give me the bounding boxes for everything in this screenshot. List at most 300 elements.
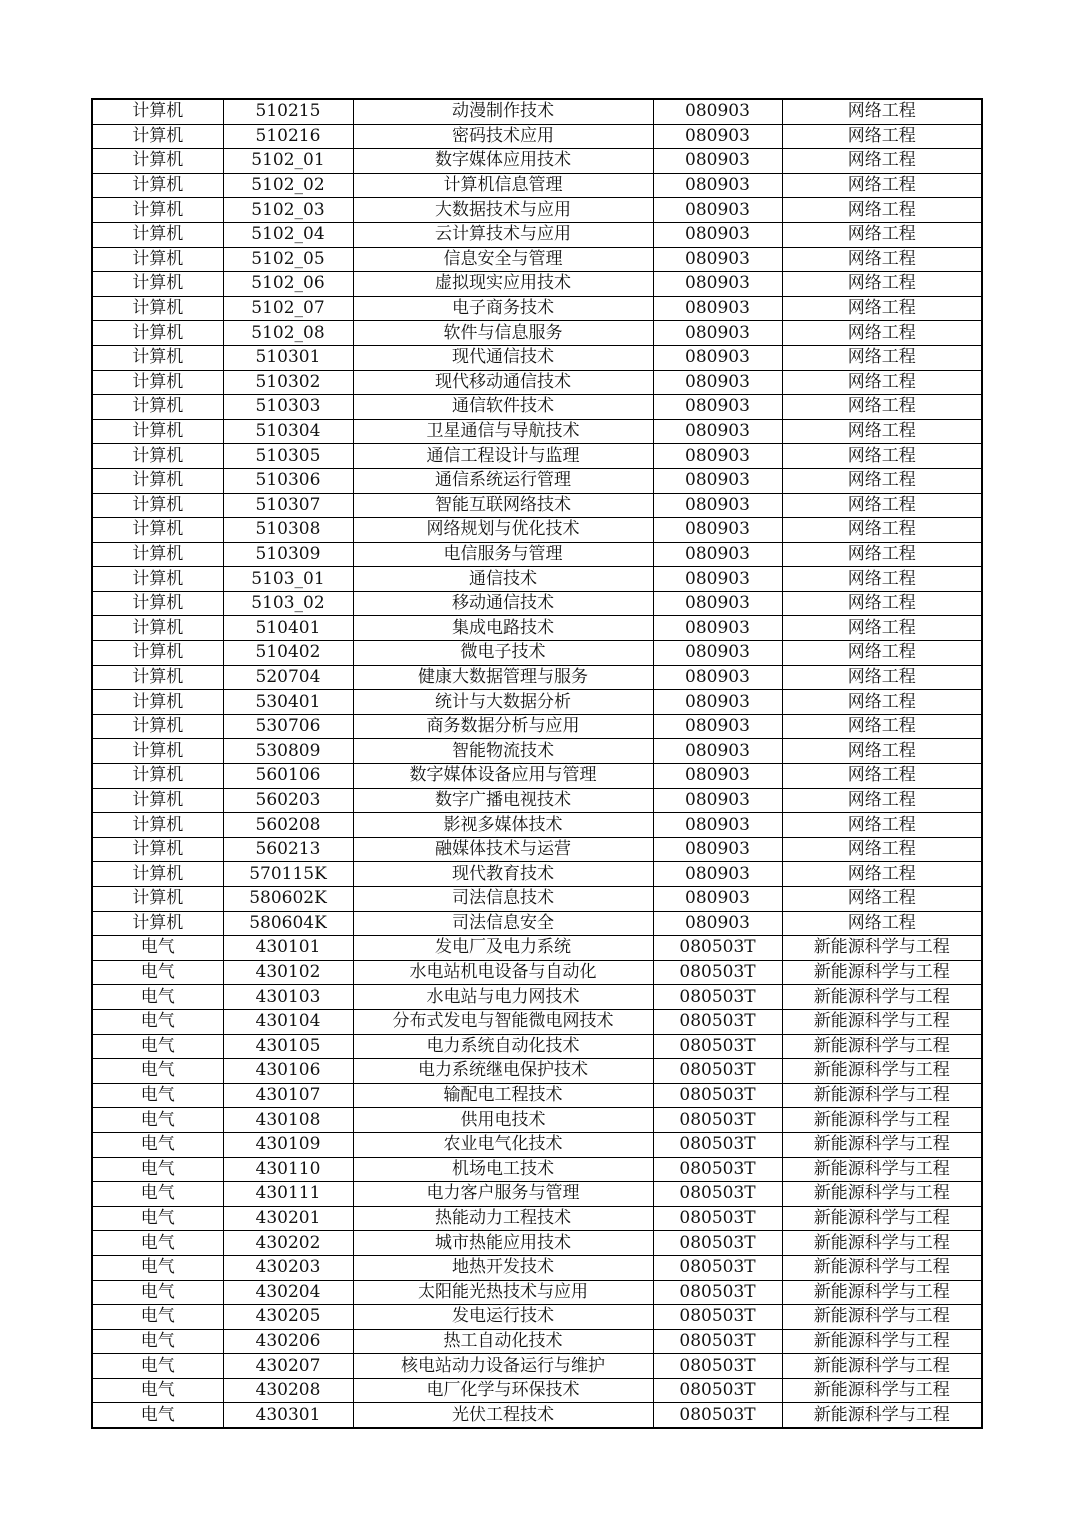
- vocational-major-cell: 数字广播电视技术: [353, 788, 653, 813]
- table-row: [92, 1009, 982, 1034]
- table-row: [92, 173, 982, 198]
- table-row: [92, 198, 982, 223]
- category-cell: 计算机: [92, 641, 223, 666]
- undergrad-code-cell: 080903: [653, 665, 782, 690]
- undergrad-code-cell: 080503T: [653, 1182, 782, 1207]
- vocational-code-cell: 580604K: [223, 911, 353, 936]
- category-cell: 电气: [92, 1206, 223, 1231]
- category-cell: 电气: [92, 1108, 223, 1133]
- undergrad-major-cell: 网络工程: [782, 887, 982, 912]
- category-cell: 计算机: [92, 395, 223, 420]
- vocational-major-cell: 机场电工技术: [353, 1157, 653, 1182]
- vocational-major-cell: 光伏工程技术: [353, 1403, 653, 1428]
- undergrad-code-cell: 080503T: [653, 1059, 782, 1084]
- category-cell: 计算机: [92, 173, 223, 198]
- table-row: [92, 149, 982, 174]
- category-cell: 计算机: [92, 788, 223, 813]
- vocational-major-cell: 通信系统运行管理: [353, 468, 653, 493]
- category-cell: 计算机: [92, 813, 223, 838]
- vocational-major-cell: 电力系统自动化技术: [353, 1034, 653, 1059]
- category-cell: 计算机: [92, 911, 223, 936]
- category-cell: 计算机: [92, 444, 223, 469]
- category-cell: 电气: [92, 1034, 223, 1059]
- undergrad-major-cell: 网络工程: [782, 862, 982, 887]
- vocational-major-cell: 卫星通信与导航技术: [353, 419, 653, 444]
- undergrad-major-cell: 网络工程: [782, 247, 982, 272]
- table-row: [92, 985, 982, 1010]
- undergrad-major-cell: 网络工程: [782, 911, 982, 936]
- undergrad-code-cell: 080503T: [653, 1305, 782, 1330]
- undergrad-code-cell: 080503T: [653, 1280, 782, 1305]
- category-cell: 电气: [92, 1083, 223, 1108]
- table-row: [92, 960, 982, 985]
- undergrad-major-cell: 网络工程: [782, 419, 982, 444]
- vocational-code-cell: 5102_03: [223, 198, 353, 223]
- undergrad-major-cell: 网络工程: [782, 468, 982, 493]
- vocational-major-cell: 水电站机电设备与自动化: [353, 960, 653, 985]
- undergrad-major-cell: 网络工程: [782, 567, 982, 592]
- undergrad-major-cell: 新能源科学与工程: [782, 1157, 982, 1182]
- undergrad-major-cell: 网络工程: [782, 641, 982, 666]
- undergrad-code-cell: 080903: [653, 272, 782, 297]
- table-row: [92, 813, 982, 838]
- table-row: [92, 493, 982, 518]
- undergrad-major-cell: 新能源科学与工程: [782, 1083, 982, 1108]
- table-row: [92, 1108, 982, 1133]
- undergrad-major-cell: 网络工程: [782, 813, 982, 838]
- vocational-code-cell: 430110: [223, 1157, 353, 1182]
- vocational-code-cell: 510215: [223, 99, 353, 124]
- category-cell: 计算机: [92, 764, 223, 789]
- vocational-code-cell: 510303: [223, 395, 353, 420]
- vocational-code-cell: 570115K: [223, 862, 353, 887]
- vocational-code-cell: 5102_05: [223, 247, 353, 272]
- category-cell: 电气: [92, 1009, 223, 1034]
- category-cell: 电气: [92, 1231, 223, 1256]
- undergrad-code-cell: 080503T: [653, 1354, 782, 1379]
- category-cell: 计算机: [92, 124, 223, 149]
- undergrad-code-cell: 080903: [653, 468, 782, 493]
- table-row: [92, 321, 982, 346]
- category-cell: 电气: [92, 1305, 223, 1330]
- vocational-major-cell: 城市热能应用技术: [353, 1231, 653, 1256]
- undergrad-code-cell: 080903: [653, 518, 782, 543]
- vocational-major-cell: 密码技术应用: [353, 124, 653, 149]
- table-row: [92, 542, 982, 567]
- category-cell: 计算机: [92, 272, 223, 297]
- vocational-code-cell: 510306: [223, 468, 353, 493]
- table-row: [92, 911, 982, 936]
- undergrad-code-cell: 080503T: [653, 1255, 782, 1280]
- vocational-code-cell: 430101: [223, 936, 353, 961]
- undergrad-code-cell: 080903: [653, 321, 782, 346]
- category-cell: 计算机: [92, 542, 223, 567]
- vocational-major-cell: 统计与大数据分析: [353, 690, 653, 715]
- category-cell: 计算机: [92, 714, 223, 739]
- undergrad-code-cell: 080503T: [653, 960, 782, 985]
- table-row: [92, 1280, 982, 1305]
- undergrad-code-cell: 080903: [653, 493, 782, 518]
- category-cell: 计算机: [92, 887, 223, 912]
- undergrad-major-cell: 新能源科学与工程: [782, 1403, 982, 1428]
- undergrad-major-cell: 网络工程: [782, 518, 982, 543]
- undergrad-major-cell: 网络工程: [782, 370, 982, 395]
- vocational-code-cell: 510304: [223, 419, 353, 444]
- undergrad-major-cell: 网络工程: [782, 739, 982, 764]
- vocational-major-cell: 数字媒体应用技术: [353, 149, 653, 174]
- undergrad-code-cell: 080903: [653, 739, 782, 764]
- vocational-code-cell: 520704: [223, 665, 353, 690]
- table-row: [92, 1157, 982, 1182]
- undergrad-code-cell: 080903: [653, 641, 782, 666]
- vocational-major-cell: 智能物流技术: [353, 739, 653, 764]
- vocational-major-cell: 计算机信息管理: [353, 173, 653, 198]
- undergrad-major-cell: 网络工程: [782, 714, 982, 739]
- undergrad-major-cell: 新能源科学与工程: [782, 1378, 982, 1403]
- vocational-code-cell: 430201: [223, 1206, 353, 1231]
- undergrad-code-cell: 080903: [653, 887, 782, 912]
- vocational-major-cell: 电厂化学与环保技术: [353, 1378, 653, 1403]
- vocational-code-cell: 510402: [223, 641, 353, 666]
- category-cell: 电气: [92, 1403, 223, 1428]
- vocational-code-cell: 430207: [223, 1354, 353, 1379]
- undergrad-major-cell: 网络工程: [782, 321, 982, 346]
- vocational-major-cell: 通信技术: [353, 567, 653, 592]
- table-row: [92, 616, 982, 641]
- table-row: [92, 1255, 982, 1280]
- vocational-major-cell: 供用电技术: [353, 1108, 653, 1133]
- vocational-major-cell: 动漫制作技术: [353, 99, 653, 124]
- undergrad-code-cell: 080903: [653, 345, 782, 370]
- vocational-code-cell: 510305: [223, 444, 353, 469]
- vocational-code-cell: 5102_06: [223, 272, 353, 297]
- vocational-code-cell: 560203: [223, 788, 353, 813]
- category-cell: 电气: [92, 985, 223, 1010]
- undergrad-code-cell: 080503T: [653, 1329, 782, 1354]
- table-row: [92, 665, 982, 690]
- table-row: [92, 641, 982, 666]
- table-row: [92, 1231, 982, 1256]
- category-cell: 计算机: [92, 591, 223, 616]
- undergrad-major-cell: 网络工程: [782, 788, 982, 813]
- table-row: [92, 222, 982, 247]
- table-row: [92, 345, 982, 370]
- vocational-major-cell: 智能互联网络技术: [353, 493, 653, 518]
- category-cell: 电气: [92, 960, 223, 985]
- vocational-major-cell: 数字媒体设备应用与管理: [353, 764, 653, 789]
- vocational-code-cell: 430107: [223, 1083, 353, 1108]
- vocational-major-cell: 热工自动化技术: [353, 1329, 653, 1354]
- undergrad-major-cell: 网络工程: [782, 345, 982, 370]
- category-cell: 计算机: [92, 345, 223, 370]
- undergrad-major-cell: 新能源科学与工程: [782, 1231, 982, 1256]
- undergrad-code-cell: 080903: [653, 198, 782, 223]
- undergrad-major-cell: 网络工程: [782, 296, 982, 321]
- undergrad-code-cell: 080903: [653, 813, 782, 838]
- vocational-major-cell: 太阳能光热技术与应用: [353, 1280, 653, 1305]
- table-row: [92, 714, 982, 739]
- undergrad-major-cell: 网络工程: [782, 173, 982, 198]
- table-row: [92, 1182, 982, 1207]
- undergrad-major-cell: 新能源科学与工程: [782, 1059, 982, 1084]
- undergrad-code-cell: 080903: [653, 370, 782, 395]
- vocational-code-cell: 430202: [223, 1231, 353, 1256]
- table-row: [92, 370, 982, 395]
- vocational-code-cell: 430106: [223, 1059, 353, 1084]
- vocational-major-cell: 电力客户服务与管理: [353, 1182, 653, 1207]
- category-cell: 计算机: [92, 739, 223, 764]
- table-body: [92, 99, 982, 1428]
- undergrad-major-cell: 新能源科学与工程: [782, 1132, 982, 1157]
- vocational-major-cell: 发电厂及电力系统: [353, 936, 653, 961]
- undergrad-major-cell: 新能源科学与工程: [782, 985, 982, 1010]
- undergrad-code-cell: 080903: [653, 124, 782, 149]
- vocational-code-cell: 5103_02: [223, 591, 353, 616]
- undergrad-major-cell: 新能源科学与工程: [782, 1305, 982, 1330]
- undergrad-major-cell: 网络工程: [782, 222, 982, 247]
- category-cell: 计算机: [92, 321, 223, 346]
- vocational-major-cell: 农业电气化技术: [353, 1132, 653, 1157]
- undergrad-code-cell: 080903: [653, 591, 782, 616]
- vocational-major-cell: 热能动力工程技术: [353, 1206, 653, 1231]
- vocational-code-cell: 530401: [223, 690, 353, 715]
- vocational-major-cell: 核电站动力设备运行与维护: [353, 1354, 653, 1379]
- vocational-code-cell: 510308: [223, 518, 353, 543]
- undergrad-code-cell: 080503T: [653, 1034, 782, 1059]
- undergrad-code-cell: 080903: [653, 542, 782, 567]
- vocational-code-cell: 580602K: [223, 887, 353, 912]
- category-cell: 计算机: [92, 222, 223, 247]
- undergrad-code-cell: 080903: [653, 395, 782, 420]
- vocational-code-cell: 530706: [223, 714, 353, 739]
- category-cell: 计算机: [92, 837, 223, 862]
- vocational-code-cell: 430301: [223, 1403, 353, 1428]
- undergrad-major-cell: 新能源科学与工程: [782, 1329, 982, 1354]
- major-mapping-table: [91, 98, 983, 1429]
- vocational-code-cell: 430204: [223, 1280, 353, 1305]
- vocational-code-cell: 510301: [223, 345, 353, 370]
- category-cell: 计算机: [92, 665, 223, 690]
- undergrad-major-cell: 网络工程: [782, 591, 982, 616]
- vocational-major-cell: 云计算技术与应用: [353, 222, 653, 247]
- vocational-major-cell: 水电站与电力网技术: [353, 985, 653, 1010]
- undergrad-code-cell: 080903: [653, 714, 782, 739]
- vocational-major-cell: 影视多媒体技术: [353, 813, 653, 838]
- table-row: [92, 1305, 982, 1330]
- table-row: [92, 764, 982, 789]
- table-row: [92, 1083, 982, 1108]
- undergrad-major-cell: 网络工程: [782, 444, 982, 469]
- category-cell: 电气: [92, 1182, 223, 1207]
- undergrad-code-cell: 080903: [653, 567, 782, 592]
- vocational-code-cell: 430208: [223, 1378, 353, 1403]
- undergrad-code-cell: 080903: [653, 99, 782, 124]
- undergrad-major-cell: 新能源科学与工程: [782, 1280, 982, 1305]
- table-row: [92, 1403, 982, 1428]
- undergrad-major-cell: 新能源科学与工程: [782, 936, 982, 961]
- undergrad-code-cell: 080503T: [653, 1132, 782, 1157]
- table-row: [92, 862, 982, 887]
- table-row: [92, 296, 982, 321]
- category-cell: 电气: [92, 1329, 223, 1354]
- category-cell: 计算机: [92, 419, 223, 444]
- undergrad-major-cell: 新能源科学与工程: [782, 1034, 982, 1059]
- vocational-code-cell: 430102: [223, 960, 353, 985]
- table-row: [92, 1034, 982, 1059]
- category-cell: 计算机: [92, 690, 223, 715]
- vocational-code-cell: 430105: [223, 1034, 353, 1059]
- undergrad-code-cell: 080903: [653, 222, 782, 247]
- vocational-code-cell: 510401: [223, 616, 353, 641]
- table-row: [92, 272, 982, 297]
- undergrad-code-cell: 080903: [653, 419, 782, 444]
- undergrad-major-cell: 网络工程: [782, 272, 982, 297]
- category-cell: 计算机: [92, 567, 223, 592]
- vocational-major-cell: 集成电路技术: [353, 616, 653, 641]
- table-row: [92, 419, 982, 444]
- vocational-code-cell: 5102_08: [223, 321, 353, 346]
- table-row: [92, 99, 982, 124]
- category-cell: 计算机: [92, 862, 223, 887]
- undergrad-major-cell: 网络工程: [782, 99, 982, 124]
- table-row: [92, 444, 982, 469]
- vocational-code-cell: 530809: [223, 739, 353, 764]
- table-row: [92, 124, 982, 149]
- undergrad-code-cell: 080503T: [653, 1403, 782, 1428]
- vocational-code-cell: 430206: [223, 1329, 353, 1354]
- vocational-code-cell: 560213: [223, 837, 353, 862]
- vocational-code-cell: 510307: [223, 493, 353, 518]
- table-row: [92, 591, 982, 616]
- undergrad-code-cell: 080503T: [653, 985, 782, 1010]
- undergrad-code-cell: 080903: [653, 296, 782, 321]
- vocational-code-cell: 5102_01: [223, 149, 353, 174]
- undergrad-major-cell: 新能源科学与工程: [782, 1206, 982, 1231]
- vocational-major-cell: 发电运行技术: [353, 1305, 653, 1330]
- undergrad-code-cell: 080903: [653, 911, 782, 936]
- vocational-major-cell: 地热开发技术: [353, 1255, 653, 1280]
- undergrad-code-cell: 080903: [653, 149, 782, 174]
- table-row: [92, 1132, 982, 1157]
- undergrad-code-cell: 080503T: [653, 1206, 782, 1231]
- undergrad-code-cell: 080903: [653, 247, 782, 272]
- table-row: [92, 739, 982, 764]
- table-row: [92, 468, 982, 493]
- undergrad-code-cell: 080903: [653, 837, 782, 862]
- vocational-code-cell: 5102_02: [223, 173, 353, 198]
- table-row: [92, 837, 982, 862]
- vocational-code-cell: 430108: [223, 1108, 353, 1133]
- table-row: [92, 1354, 982, 1379]
- vocational-major-cell: 商务数据分析与应用: [353, 714, 653, 739]
- undergrad-major-cell: 网络工程: [782, 542, 982, 567]
- undergrad-code-cell: 080903: [653, 173, 782, 198]
- undergrad-major-cell: 网络工程: [782, 837, 982, 862]
- vocational-major-cell: 分布式发电与智能微电网技术: [353, 1009, 653, 1034]
- vocational-major-cell: 移动通信技术: [353, 591, 653, 616]
- category-cell: 计算机: [92, 493, 223, 518]
- undergrad-code-cell: 080503T: [653, 1009, 782, 1034]
- undergrad-code-cell: 080903: [653, 444, 782, 469]
- undergrad-code-cell: 080903: [653, 690, 782, 715]
- undergrad-major-cell: 新能源科学与工程: [782, 960, 982, 985]
- vocational-code-cell: 5102_07: [223, 296, 353, 321]
- undergrad-major-cell: 新能源科学与工程: [782, 1009, 982, 1034]
- vocational-code-cell: 5103_01: [223, 567, 353, 592]
- table-row: [92, 1059, 982, 1084]
- category-cell: 电气: [92, 936, 223, 961]
- table-row: [92, 518, 982, 543]
- vocational-major-cell: 现代教育技术: [353, 862, 653, 887]
- undergrad-code-cell: 080503T: [653, 1108, 782, 1133]
- undergrad-major-cell: 新能源科学与工程: [782, 1255, 982, 1280]
- vocational-major-cell: 微电子技术: [353, 641, 653, 666]
- undergrad-major-cell: 网络工程: [782, 198, 982, 223]
- vocational-major-cell: 健康大数据管理与服务: [353, 665, 653, 690]
- undergrad-code-cell: 080903: [653, 862, 782, 887]
- category-cell: 电气: [92, 1157, 223, 1182]
- category-cell: 电气: [92, 1255, 223, 1280]
- category-cell: 计算机: [92, 468, 223, 493]
- undergrad-major-cell: 新能源科学与工程: [782, 1354, 982, 1379]
- category-cell: 电气: [92, 1280, 223, 1305]
- undergrad-major-cell: 网络工程: [782, 124, 982, 149]
- undergrad-code-cell: 080503T: [653, 1378, 782, 1403]
- undergrad-major-cell: 网络工程: [782, 493, 982, 518]
- vocational-major-cell: 网络规划与优化技术: [353, 518, 653, 543]
- vocational-major-cell: 电子商务技术: [353, 296, 653, 321]
- vocational-code-cell: 430203: [223, 1255, 353, 1280]
- undergrad-major-cell: 网络工程: [782, 764, 982, 789]
- vocational-major-cell: 信息安全与管理: [353, 247, 653, 272]
- category-cell: 电气: [92, 1378, 223, 1403]
- category-cell: 计算机: [92, 99, 223, 124]
- undergrad-code-cell: 080503T: [653, 1157, 782, 1182]
- category-cell: 计算机: [92, 518, 223, 543]
- undergrad-major-cell: 新能源科学与工程: [782, 1182, 982, 1207]
- vocational-major-cell: 现代通信技术: [353, 345, 653, 370]
- vocational-code-cell: 510216: [223, 124, 353, 149]
- table-row: [92, 936, 982, 961]
- vocational-major-cell: 电力系统继电保护技术: [353, 1059, 653, 1084]
- category-cell: 计算机: [92, 149, 223, 174]
- category-cell: 计算机: [92, 247, 223, 272]
- undergrad-major-cell: 网络工程: [782, 395, 982, 420]
- undergrad-code-cell: 080503T: [653, 1083, 782, 1108]
- table-row: [92, 690, 982, 715]
- vocational-major-cell: 电信服务与管理: [353, 542, 653, 567]
- undergrad-major-cell: 网络工程: [782, 616, 982, 641]
- category-cell: 计算机: [92, 296, 223, 321]
- vocational-major-cell: 融媒体技术与运营: [353, 837, 653, 862]
- vocational-major-cell: 司法信息技术: [353, 887, 653, 912]
- vocational-major-cell: 虚拟现实应用技术: [353, 272, 653, 297]
- undergrad-code-cell: 080503T: [653, 1231, 782, 1256]
- vocational-code-cell: 510309: [223, 542, 353, 567]
- vocational-code-cell: 5102_04: [223, 222, 353, 247]
- undergrad-code-cell: 080503T: [653, 936, 782, 961]
- vocational-major-cell: 输配电工程技术: [353, 1083, 653, 1108]
- vocational-code-cell: 430103: [223, 985, 353, 1010]
- table-row: [92, 1206, 982, 1231]
- vocational-code-cell: 510302: [223, 370, 353, 395]
- vocational-code-cell: 430205: [223, 1305, 353, 1330]
- category-cell: 电气: [92, 1059, 223, 1084]
- table-row: [92, 1329, 982, 1354]
- vocational-major-cell: 现代移动通信技术: [353, 370, 653, 395]
- undergrad-code-cell: 080903: [653, 788, 782, 813]
- category-cell: 计算机: [92, 370, 223, 395]
